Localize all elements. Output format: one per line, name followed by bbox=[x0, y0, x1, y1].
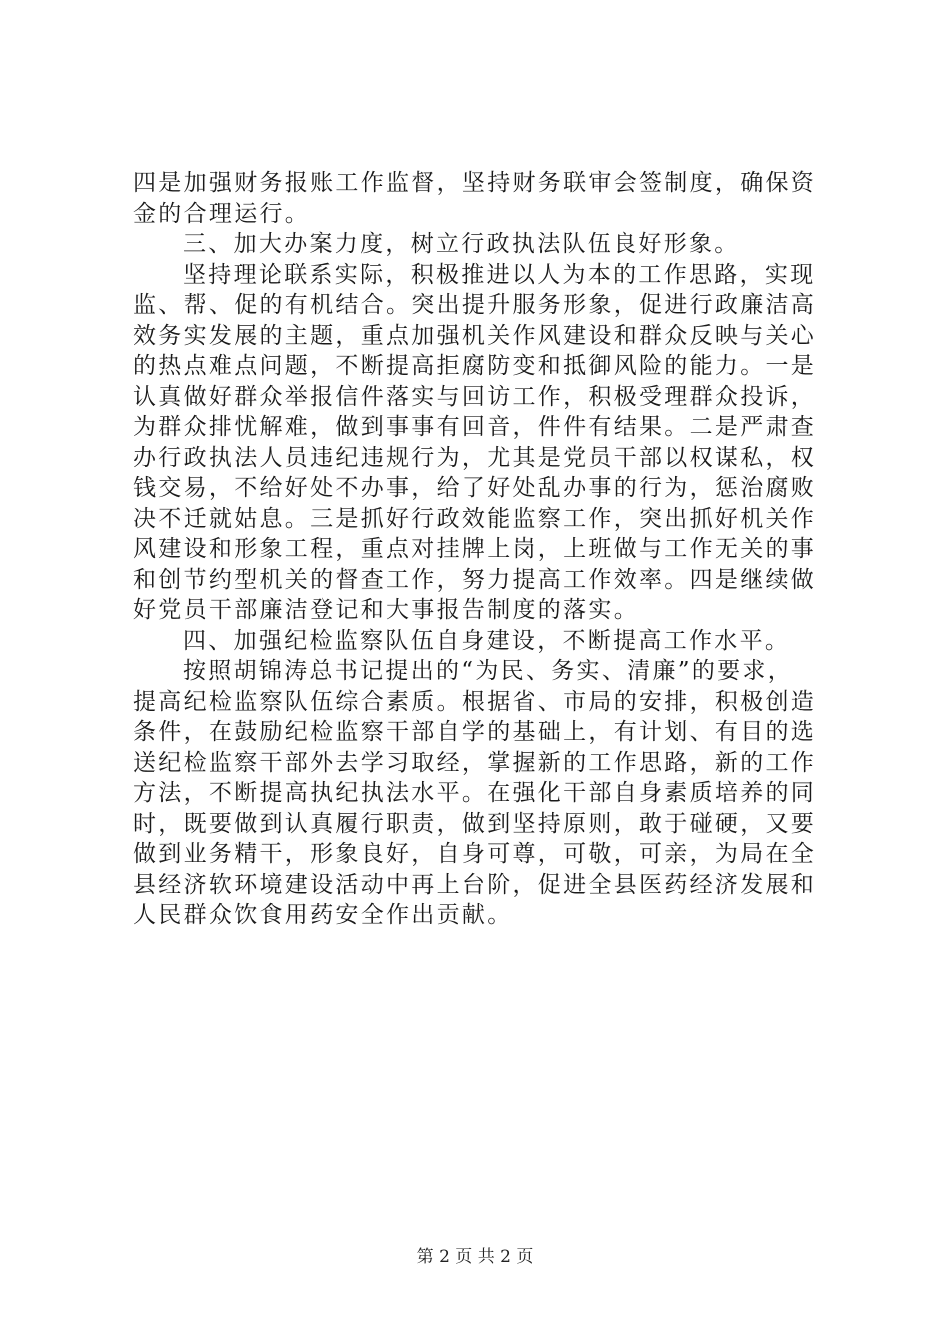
text-line: 和创节约型机关的督查工作，努力提高工作效率。四是继续做 bbox=[133, 566, 817, 593]
text-line: 监、帮、促的有机结合。突出提升服务形象，促进行政廉洁高 bbox=[133, 292, 817, 318]
text-line: 金的合理运行。 bbox=[133, 200, 311, 227]
text-line: 效务实发展的主题，重点加强机关作风建设和群众反映与关心 bbox=[133, 322, 817, 349]
text-line: 坚持理论联系实际，积极推进以人为本的工作思路，实现 bbox=[183, 261, 816, 288]
page-number: 第 2 页 共 2 页 bbox=[416, 1247, 534, 1267]
section-heading: 四、加强纪检监察队伍自身建设，不断提高工作水平。 bbox=[183, 627, 791, 654]
text-line: 好党员干部廉洁登记和大事报告制度的落实。 bbox=[133, 597, 639, 623]
text-line: 做到业务精干，形象良好，自身可尊，可敬，可亲，为局在全 bbox=[133, 841, 817, 867]
text-line: 的热点难点问题，不断提高拒腐防变和抵御风险的能力。一是 bbox=[133, 353, 817, 379]
text-line: 按照胡锦涛总书记提出的“为民、务实、清廉”的要求， bbox=[183, 658, 794, 684]
text-line: 人民群众饮食用药安全作出贡献。 bbox=[133, 902, 513, 928]
text-line: 风建设和形象工程，重点对挂牌上岗，上班做与工作无关的事 bbox=[133, 536, 817, 562]
text-line: 方法，不断提高执纪执法水平。在强化干部自身素质培养的同 bbox=[133, 780, 817, 806]
text-line: 钱交易，不给好处不办事，给了好处乱办事的行为，惩治腐败 bbox=[133, 475, 817, 501]
text-line: 四是加强财务报账工作监督，坚持财务联审会签制度，确保资 bbox=[133, 170, 817, 196]
text-line: 认真做好群众举报信件落实与回访工作，积极受理群众投诉， bbox=[133, 383, 817, 410]
text-line: 时，既要做到认真履行职责，做到坚持原则，敢于碰硬，又要 bbox=[133, 810, 817, 837]
text-line: 送纪检监察干部外去学习取经，掌握新的工作思路，新的工作 bbox=[133, 749, 817, 776]
document-body bbox=[133, 168, 833, 931]
text-line: 条件，在鼓励纪检监察干部自学的基础上，有计划、有目的选 bbox=[133, 719, 817, 745]
text-line: 提高纪检监察队伍综合素质。根据省、市局的安排，积极创造 bbox=[133, 688, 817, 715]
text-line: 办行政执法人员违纪违规行为，尤其是党员干部以权谋私，权 bbox=[133, 444, 817, 471]
text-line: 县经济软环境建设活动中再上台阶，促进全县医药经济发展和 bbox=[133, 871, 817, 898]
text-line: 为群众排忧解难，做到事事有回音，件件有结果。二是严肃查 bbox=[133, 414, 817, 440]
section-heading: 三、加大办案力度，树立行政执法队伍良好形象。 bbox=[183, 231, 740, 257]
text-line: 决不迁就姑息。三是抓好行政效能监察工作，突出抓好机关作 bbox=[133, 505, 817, 532]
